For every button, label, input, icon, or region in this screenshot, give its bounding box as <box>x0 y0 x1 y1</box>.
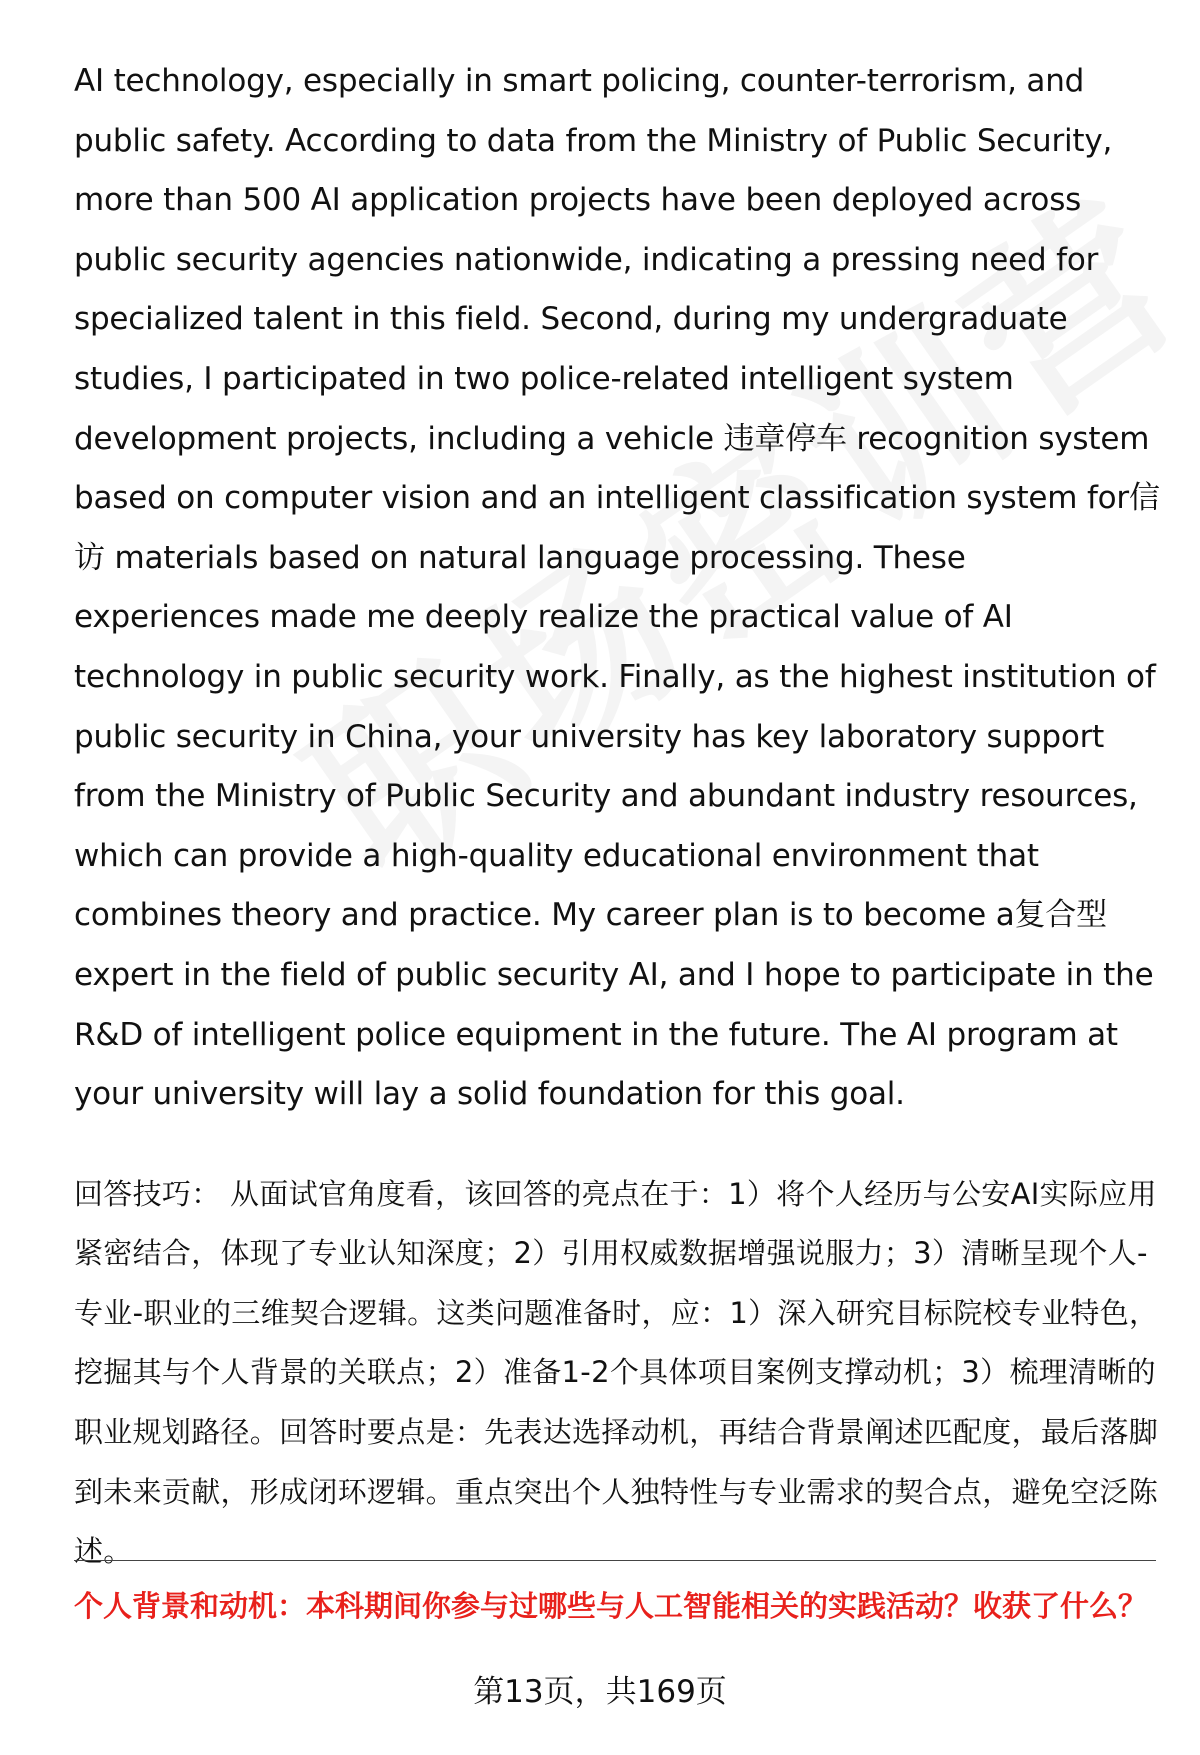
page-number-footer: 第13页，共169页 <box>473 1674 727 1710</box>
answer-tips-paragraph: 回答技巧： 从面试官角度看，该回答的亮点在于：1）将个人经历与公安AI实际应用紧密结合，体现了专业认知深度；2）引用权威数据增强说服力；3）清晰呈现个人-专业-职业的三维契合逻辑。这类问题准备时，应：1）深入研究目标院校专业特色，挖掘其与个人背景的关联点；2）准备1-2个具体项目案例支撑动机；3）梳理清晰的职业规划路径。回答时要点是：先表达选择动机，再结合背景阐述匹配度，最后落脚到未来贡献，形成闭环逻辑。重点突出个人独特性与专业需求的契合点，避免空泛陈述。 <box>74 1176 1159 1569</box>
section-divider <box>74 1560 1156 1561</box>
answer-paragraph: AI technology, especially in smart policing, counter-terrorism, and public safety. According to data from the Ministry of Public Security, more than 500 AI application projects have been deployed across public security agencies nationwide, indicating a pressing need for specialized talent in this field. Second, during my undergraduate studies, I participated in two police-related intelligent system development projects, including a vehicle 违章停车 recognition system based on computer vision and an intelligent classification system for信访 materials based on natural language processing. These experiences made me deeply realize the practical value of AI technology in public security work. Finally, as the highest institution of public security in China, your university has key laboratory support from the Ministry of Public Security and abundant industry resources, which can provide a high-quality educational environment that combines theory and practice. My career plan is to become a复合型 expert in the field of public security AI, and I hope to participate in the R&D of intelligent police equipment in the future. The AI program at your university will lay a solid foundation for this goal. <box>74 63 1160 1113</box>
next-question-heading: 个人背景和动机：本科期间你参与过哪些与人工智能相关的实践活动？收获了什么？ <box>74 1589 1148 1623</box>
document-body <box>74 52 1160 1582</box>
